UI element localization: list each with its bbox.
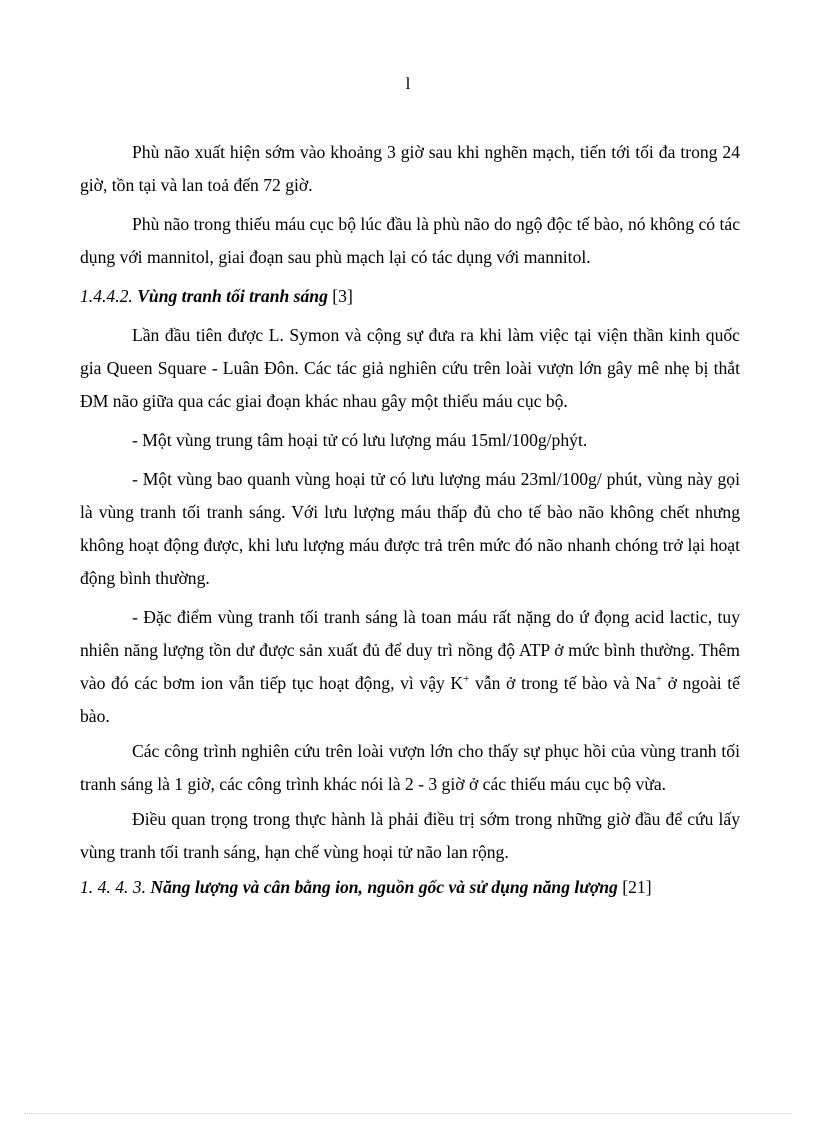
paragraph-edema-onset: Phù não xuất hiện sớm vào khoảng 3 giờ sau khi nghẽn mạch, tiến tới tối đa trong 24 giờ, tồn tại và lan toả đến 72 giờ. xyxy=(80,142,740,195)
superscript-plus: + xyxy=(655,673,663,686)
section-number: 1.4.4.2. xyxy=(80,286,138,306)
text-run: - Đặc điểm vùng tranh tối tranh sáng là toan máu rất nặng do ứ đọng acid lactic, tuy nhiên năng lượng tồn dư được sản xuất đủ để duy trì nồng độ ATP ở mức bình thường. Thêm vào đó các bơm ion vẫn tiếp tục hoạt động, vì vậy K xyxy=(80,607,740,693)
superscript-plus: + xyxy=(463,673,470,686)
section-heading-energy xyxy=(80,871,740,904)
page-number: l xyxy=(405,74,411,93)
paragraph-necrosis-core: - Một vùng trung tâm hoại tử có lưu lượng máu 15ml/100g/phýt. xyxy=(132,430,588,450)
section-reference: [3] xyxy=(327,286,353,306)
section-reference: [21] xyxy=(617,877,652,897)
text-run: ở ngoài tế bào. xyxy=(80,673,740,726)
document-body xyxy=(80,136,740,906)
paragraph-penumbra-features xyxy=(80,601,740,733)
paragraph-penumbra-zone: - Một vùng bao quanh vùng hoại tử có lưu lượng máu 23ml/100g/ phút, vùng này gọi là vùng tranh tối tranh sáng. Với lưu lượng máu thấp đủ cho tế bào não không chết nhưng không hoạt động được, khi lưu lượng máu được trả trên mức đó não nhanh chóng trở lại hoạt động bình thường. xyxy=(80,469,740,588)
paragraph-recovery-time: Các công trình nghiên cứu trên loài vượn lớn cho thấy sự phục hồi của vùng tranh tối tranh sáng là 1 giờ, các công trình khác nói là 2 - 3 giờ ở các thiếu máu cục bộ vừa. xyxy=(80,741,740,794)
section-heading-penumbra xyxy=(80,280,740,313)
section-title: Năng lượng và cân bằng ion, nguồn gốc và sử dụng năng lượng xyxy=(150,877,618,897)
paragraph-edema-type: Phù não trong thiếu máu cục bộ lúc đầu là phù não do ngộ độc tế bào, nó không có tác dụng với mannitol, giai đoạn sau phù mạch lại có tác dụng với mannitol. xyxy=(80,214,740,267)
section-title: Vùng tranh tối tranh sáng xyxy=(137,286,328,306)
paragraph-early-treatment: Điều quan trọng trong thực hành là phải điều trị sớm trong những giờ đầu để cứu lấy vùng tranh tối tranh sáng, hạn chế vùng hoại tử não lan rộng. xyxy=(80,809,740,862)
page-bottom-divider xyxy=(24,1113,792,1114)
text-run: vẫn ở trong tế bào và Na xyxy=(469,673,656,693)
paragraph-symon-study: Lần đầu tiên được L. Symon và cộng sự đưa ra khi làm việc tại viện thần kinh quốc gia Queen Square - Luân Đôn. Các tác giả nghiên cứu trên loài vượn lớn gây mê nhẹ bị thắt ĐM não giữa qua các giai đoạn khác nhau gây một thiếu máu cục bộ. xyxy=(80,325,740,411)
section-number: 1. 4. 4. 3. xyxy=(80,877,151,897)
